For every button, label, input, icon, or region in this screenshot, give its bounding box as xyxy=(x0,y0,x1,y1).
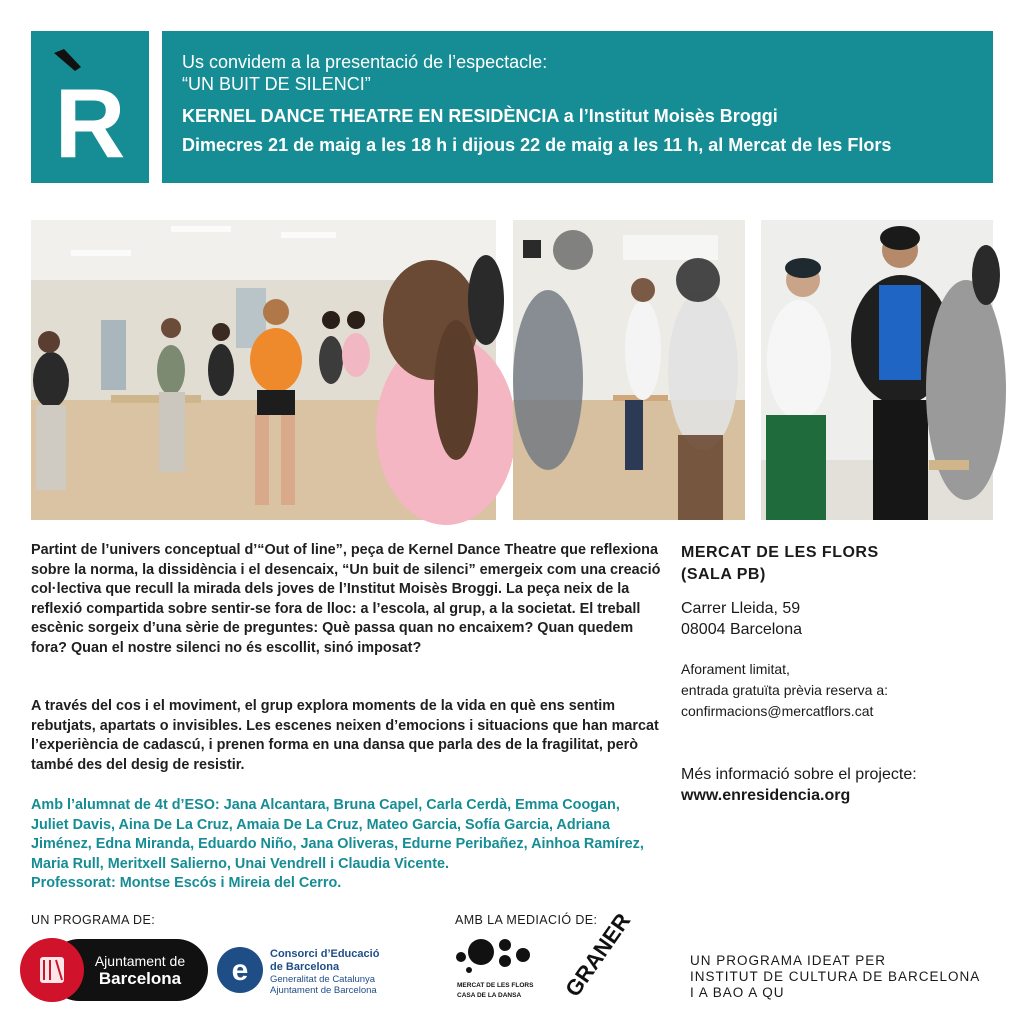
venue-name-line1: MERCAT DE LES FLORS xyxy=(681,544,879,561)
residencia-logo xyxy=(31,31,149,183)
program-credits xyxy=(690,953,980,1001)
reservation-info xyxy=(681,659,888,722)
teachers-list: Professorat: Montse Escós i Mireia del Cerro. xyxy=(31,875,342,892)
header-invite-line: Us convidem a la presentació de l’espectacle: xyxy=(182,52,548,72)
ajuntament-barcelona-logo xyxy=(20,938,210,1002)
reservation-text: entrada gratuïta prèvia reserva a: xyxy=(681,682,889,698)
mercat-line1: MERCAT DE LES FLORS xyxy=(457,982,534,989)
dancers-watching-photo xyxy=(761,220,993,520)
description-paragraph-2: A través del cos i el moviment, el grup explora moments de la vida en què ens sentim rebutjats, apartats o invisibles. Les escenes neixen d’emocions i situacions que han marcat l’experiència de cadascú, i prenen forma en una dansa que parla des de la fragilitat, però també des del desig de resistir. xyxy=(31,698,659,773)
credits-line3: I A BAO A QU xyxy=(690,985,785,1000)
mercat-line2: CASA DE LA DANSA xyxy=(457,992,522,999)
description-paragraph-1: Partint de l’univers conceptual d’“Out of line”, peça de Kernel Dance Theatre que reflexiona sobre la norma, la dissidència i el desencaix, “Un buit de silenci” emergeix com una creació col·lectiva que recull la mirada dels joves de l’Institut Moisès Broggi. La peça neix de la reflexió compartida sobre sentir-se fora de lloc: a l’escola, al grup, a la societat. El treball escènic sorgeix d’una sèrie de preguntes: Què passa quan no encaixem? Quan quedem fora? Quan el nostre silenci no és escollit, sinó imposat? xyxy=(31,542,661,656)
consorci-line1: Consorci d’Educació xyxy=(270,948,380,960)
ajuntament-line2: Barcelona xyxy=(98,969,182,988)
more-info-label: Més informació sobre el projecte: xyxy=(681,766,917,783)
venue-city: 08004 Barcelona xyxy=(681,621,802,638)
graner-logo xyxy=(548,908,636,1002)
venue-street: Carrer Lleida, 59 xyxy=(681,600,801,617)
header-dates-line: Dimecres 21 de maig a les 18 h i dijous 22 de maig a les 11 h, al Mercat de les Flors xyxy=(182,135,892,155)
consorci-line4: Ajuntament de Barcelona xyxy=(270,985,377,996)
venue-name xyxy=(681,542,879,586)
dance-group-photo xyxy=(31,220,496,520)
venue-address xyxy=(681,598,802,640)
logo-letter: R xyxy=(54,68,126,178)
credits-line1: UN PROGRAMA IDEAT PER xyxy=(690,953,887,968)
more-info xyxy=(681,764,917,806)
ajuntament-line1: Ajuntament de xyxy=(94,953,186,969)
program-label: UN PROGRAMA DE: xyxy=(31,913,156,927)
consorci-line3: Generalitat de Catalunya xyxy=(270,974,376,985)
cast-credits xyxy=(31,796,661,894)
credits-line2: INSTITUT DE CULTURA DE BARCELONA xyxy=(690,969,981,984)
consorci-educacio-logo xyxy=(216,940,396,1000)
consorci-line2: de Barcelona xyxy=(270,961,340,973)
reservation-email[interactable]: confirmacions@mercatflors.cat xyxy=(681,703,874,719)
cast-list: Amb l’alumnat de 4t d’ESO: Jana Alcantara, Bruna Capel, Carla Cerdà, Emma Coogan, Juliet Davis, Aina De La Cruz, Amaia De La Cruz, Mateo Garcia, Sofía Garcia, Adriana Jiménez, Edna Miranda, Eduardo Niño, Jana Oliveras, Edurne Peribañez, Ainhoa Ramírez, Maria Rull, Meritxell Salierno, Unai Vendrell i Claudia Vicente. xyxy=(31,797,644,872)
mercat-de-les-flors-logo xyxy=(455,935,535,1000)
mediation-label: AMB LA MEDIACIÓ DE: xyxy=(455,913,598,927)
venue-name-line2: (SALA PB) xyxy=(681,566,766,583)
svg-text:e: e xyxy=(231,954,249,987)
graner-text: GRANER xyxy=(560,908,636,1002)
r-accent-icon xyxy=(31,31,149,183)
header-company-line: KERNEL DANCE THEATRE EN RESIDÈNCIA a l’Institut Moisès Broggi xyxy=(182,106,778,126)
invitation-header xyxy=(162,31,993,183)
project-url-link[interactable]: www.enresidencia.org xyxy=(681,787,851,804)
capacity-text: Aforament limitat, xyxy=(681,661,790,677)
header-show-title: “UN BUIT DE SILENCI” xyxy=(182,74,371,94)
dance-motion-photo xyxy=(513,220,745,520)
